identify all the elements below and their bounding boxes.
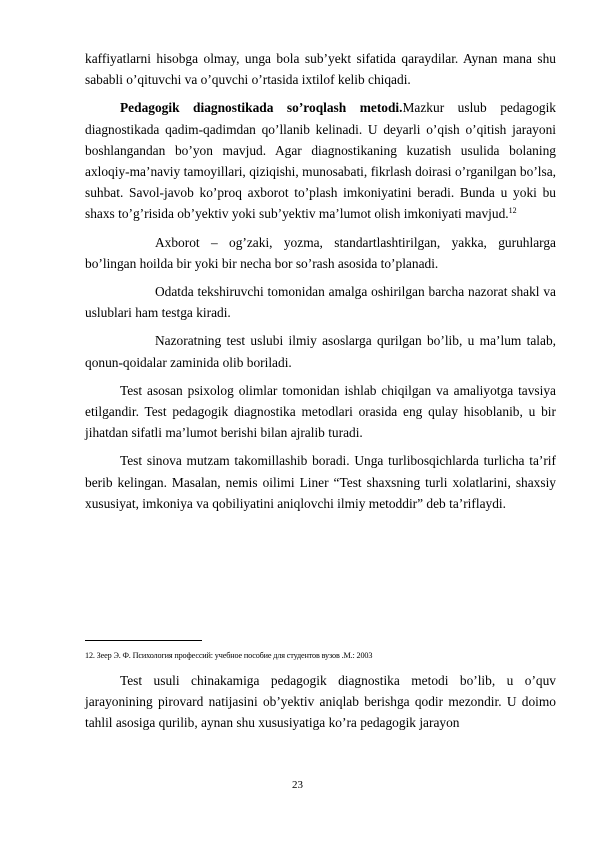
footnote-ref[interactable]: 12 (508, 206, 517, 216)
paragraph-2 (85, 97, 556, 224)
footnote: 12. Зеер Э. Ф. Психология профессий: учебное пособие для студентов вузов .М.: 2003 (85, 651, 373, 660)
section-heading: Pedagogik diagnostikada so’roqlash metodi. (120, 100, 403, 116)
paragraph-3: Axborot – og’zaki, yozma, standartlashtirilgan, yakka, guruhlarga bo’lingan hoilda bir yoki bir necha bor so’rash asosida to’planadi. (85, 234, 556, 271)
paragraph-1: kaffiyatlarni hisobga olmay, unga bola sub’yekt sifatida qaraydilar. Aynan mana shu sababli o’qituvchi va o’quvchi o’rtasida ixtilof kelib chiqadi. (85, 51, 556, 88)
page-number: 23 (292, 779, 303, 791)
paragraph-8: Test usuli chinakamiga pedagogik diagnostika metodi bo’lib, u o’quv jarayonining pirovard natijasini ob’yektiv aniqlab berishga qodir mezondir. U doimo tahlil asosiga qurilib, aynan shu xususiyatiga ko’ra pedagogik jarayon (85, 673, 556, 731)
paragraph-4: Odatda tekshiruvchi tomonidan amalga oshirilgan barcha nazorat shakl va uslublari ham testga kiradi. (85, 284, 556, 321)
paragraph-5: Nazoratning test uslubi ilmiy asoslarga qurilgan bo’lib, u ma’lum talab, qonun-qoidalar zaminida olib boriladi. (85, 333, 556, 370)
footnote-divider (85, 640, 202, 641)
main-text (85, 48, 556, 514)
paragraph-7: Test sinova mutzam takomillashib boradi. Unga turlibosqichlarda turlicha ta’rif berib kelingan. Masalan, nemis oilimi Liner “Test shaxsning turli xolatlarini, shaxsiy xususiyat, imkoniya va qobiliyatini aniqlovchi ilmiy metoddir” deb ta’riflaydi. (85, 453, 556, 511)
paragraph-6: Test asosan psixolog olimlar tomonidan ishlab chiqilgan va amaliyotga tavsiya etilgandir. Test pedagogik diagnostika metodlari orasida eng qulay hisoblanib, u bir jihatdan sifatli ma’lumot berishi bilan ajralib turadi. (85, 382, 556, 441)
paragraph-2-body: Mazkur uslub pedagogik diagnostikada qadim-qadimdan qo’llanib kelinadi. U deyarli o’qish o’qitish jarayoni boshlangandan bo’yon mavjud. Agar diagnostikaning kuzatish usulida bolaning axloqiy-ma’naviy tamoyillari, qiziqishi, munosabati, fikrlash doirasi o’rganilgan bo’lsa, suhbat. Savol-javob ko’proq axborot to’plash imkoniyatini beradi. Bunda u yoki bu shaxs to’g’risida ob’yektiv yoki sub’yektiv ma’lumot olish imkoniyati mavjud. (85, 100, 556, 222)
main-text-continued (85, 670, 556, 734)
